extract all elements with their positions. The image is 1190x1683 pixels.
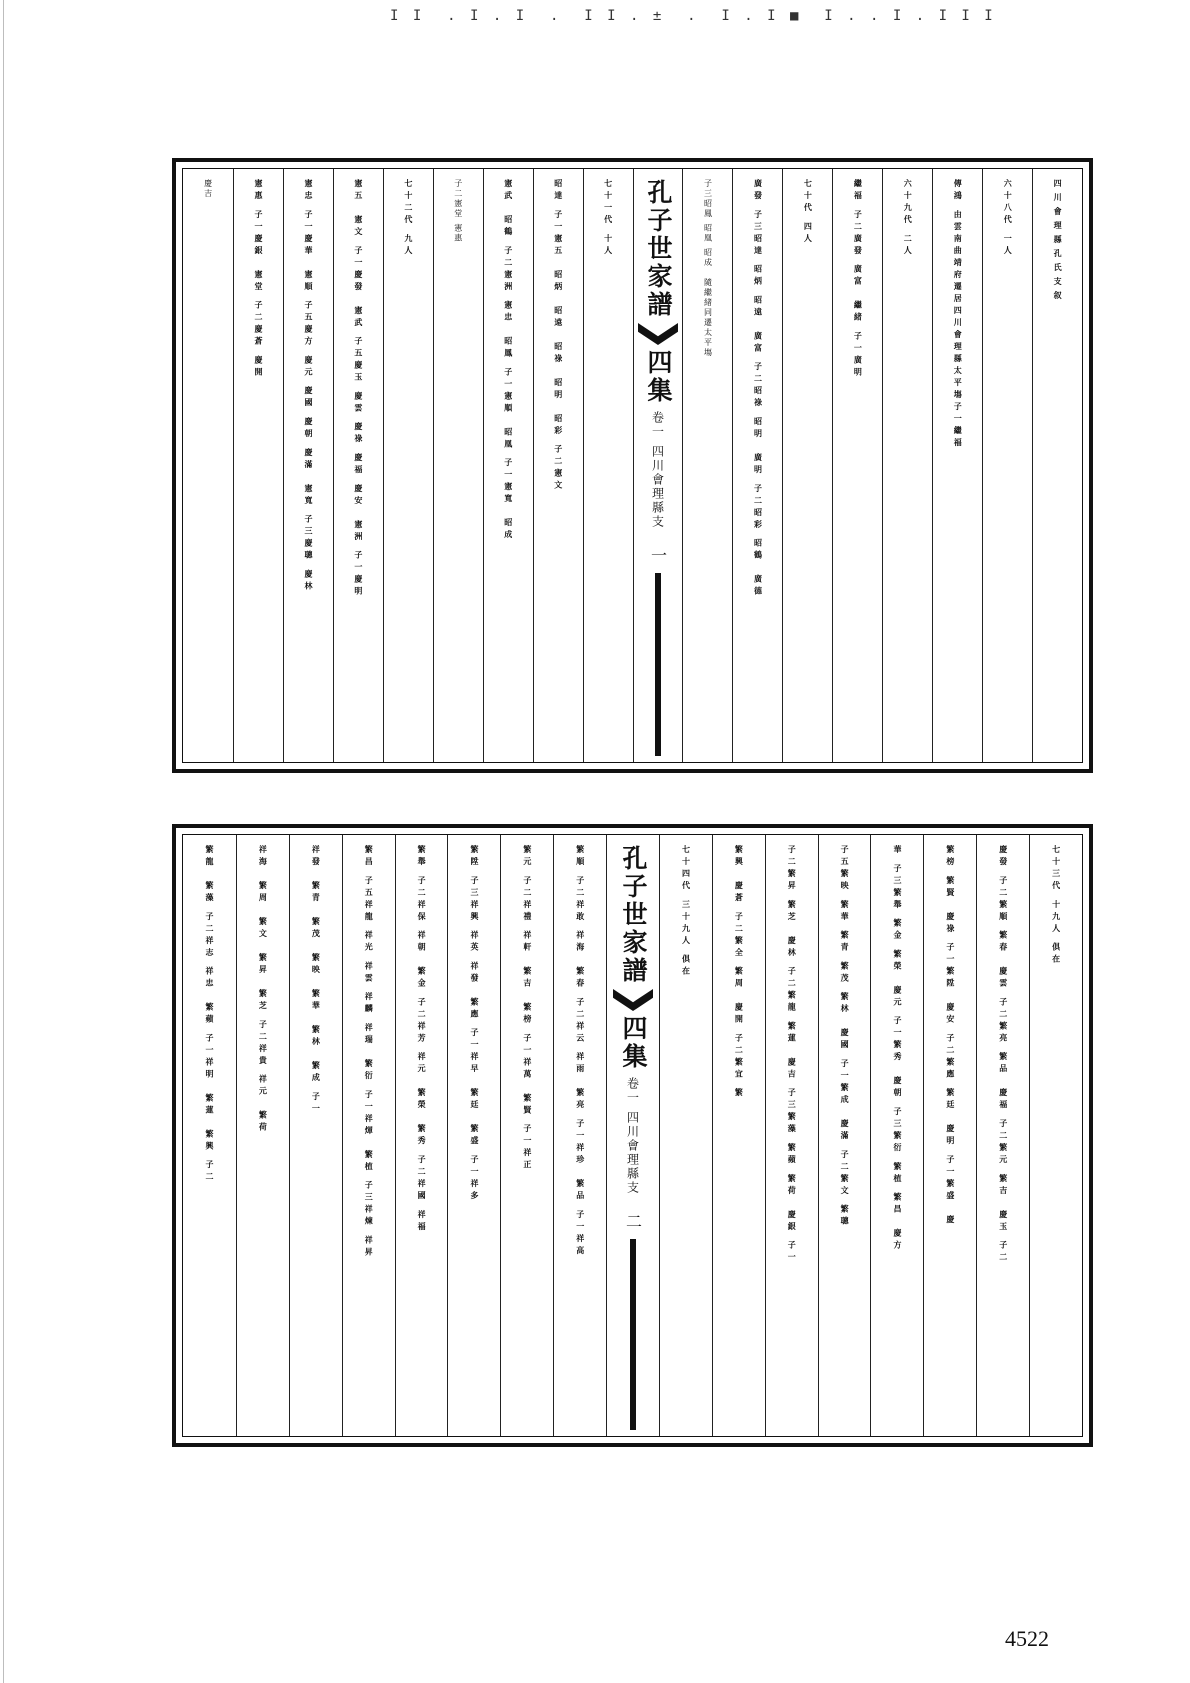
text-column (395, 835, 448, 1436)
column-text: 憲忠 子一慶華 憲順 子五慶方 慶元 慶國 慶朝 慶滿 憲寬 子三慶聰 慶林 (303, 179, 314, 594)
text-column (333, 169, 383, 762)
text-column (818, 835, 871, 1436)
column-text: 祥海 繁周 繁文 繁昇 繁芝 子二祥貴 祥元 繁荷 (258, 845, 269, 1135)
column-text: 繼福 子二廣發 廣富 繼緒 子一廣明 (853, 179, 864, 380)
column-text: 憲五 憲文 子一慶發 憲武 子五慶玉 慶雲 慶祿 慶福 慶安 憲洲 子一慶明 (353, 179, 364, 599)
text-column (682, 169, 732, 762)
text-column (712, 835, 765, 1436)
column-text: 繁舉 子二祥保 祥朝 繁金 子二祥芳 祥元 繁榮 繁秀 子二祥國 祥福 (417, 845, 428, 1234)
text-column (982, 169, 1032, 762)
column-text: 繁興 慶蒼 子二繁全 繁周 慶開 子二繁宜 繁 (734, 845, 745, 1113)
text-column (976, 835, 1029, 1436)
column-text: 繁榜 繁賢 慶祿 子一繁陞 慶安 子二繁應 繁廷 慶明 子一繁盛 慶 (945, 845, 956, 1227)
column-text: 廣發 子三昭達 昭炳 昭遠 廣富 子二昭祿 昭明 廣明 子二昭彩 昭鶴 廣德 (753, 179, 764, 599)
text-column (932, 169, 982, 762)
column-text: 昭達 子一憲五 昭炳 昭遠 昭祿 昭明 昭彩 子二憲文 (553, 179, 564, 493)
text-column (765, 835, 818, 1436)
text-column (533, 169, 583, 762)
column-text: 華 子三繁舉 繁金 繁榮 慶元 子一繁秀 慶朝 子三繁衍 繁植 繁昌 慶方 (893, 845, 904, 1253)
text-column (433, 169, 483, 762)
column-text: 繁龍 繁藻 子二祥志 祥忠 繁蘋 子一祥明 繁蓮 繁興 子二 (205, 845, 216, 1185)
volume-label: 四集 (619, 1015, 649, 1071)
column-text: 子五繁映 繁華 繁青 繁茂 繁林 慶國 子一繁成 慶滿 子二繁文 繁聰 (840, 845, 851, 1229)
folio-number: 二 (623, 1212, 643, 1229)
page-number: 4522 (1005, 1626, 1049, 1651)
text-column (1032, 169, 1082, 762)
column-text: 繁昌 子五祥龍 祥光 祥雲 祥麟 祥瑞 繁衍 子一祥煇 繁植 子三祥煉 祥昇 (364, 845, 375, 1260)
header-marks: I I . I . I . I I . ± . I . I ■ I . . I . I I I (390, 8, 996, 24)
column-text: 憲武 昭鶴 子二憲洲 憲忠 昭鳳 子一憲順 昭凰 子一憲寬 昭成 (503, 179, 514, 543)
text-column (832, 169, 882, 762)
text-column (882, 169, 932, 762)
genealogy-panel-bottom (172, 824, 1093, 1447)
center-title-band (606, 835, 659, 1436)
text-column (583, 169, 633, 762)
column-text: 慶吉 (203, 179, 213, 199)
column-text: 子二憲堂 憲惠 (453, 179, 463, 244)
center-rule-bar (655, 573, 661, 756)
chapter-subtitle: 卷一 四川會理縣支 (625, 1077, 640, 1195)
text-column (183, 169, 233, 762)
column-text: 六十九代 二人 (903, 179, 914, 258)
text-column (500, 835, 553, 1436)
text-column (782, 169, 832, 762)
column-text: 繁順 子二祥敢 祥海 繁春 子二祥云 祥雨 繁亮 子一祥珍 繁品 子一祥高 (575, 845, 586, 1258)
text-column (870, 835, 923, 1436)
text-column (923, 835, 976, 1436)
column-text: 七十三代 十九人 俱在 (1051, 845, 1062, 967)
text-column (447, 835, 500, 1436)
column-text: 祥發 繁青 繁茂 繁映 繁華 繁林 繁成 子一 (311, 845, 322, 1116)
book-title: 孔子世家譜 (619, 845, 649, 985)
column-text: 七十一代 十人 (603, 179, 614, 258)
section-title: 四川會理縣孔氏支叙 (1053, 179, 1064, 305)
center-rule-bar (630, 1239, 636, 1430)
volume-label: 四集 (643, 349, 673, 405)
text-column (236, 835, 289, 1436)
column-text: 子三昭鳳 昭凰 昭成 隨繼緒同遷太平塲 (703, 179, 713, 359)
text-column (289, 835, 342, 1436)
text-column (233, 169, 283, 762)
column-text: 七十代 四人 (803, 179, 814, 246)
genealogy-panel-top (172, 158, 1093, 773)
text-column (342, 835, 395, 1436)
panel-inner-border (182, 834, 1083, 1437)
chapter-subtitle: 卷一 四川會理縣支 (650, 411, 665, 529)
chevron-ornament-icon (638, 323, 678, 345)
column-text: 慶發 子二繁順 繁春 慶雲 子二繁亮 繁品 慶福 子二繁元 繁吉 慶玉 子二 (998, 845, 1009, 1265)
column-text: 憲惠 子一慶銀 憲堂 子二慶蒼 慶開 (254, 179, 265, 380)
column-text: 七十四代 三十九人 俱在 (681, 845, 692, 979)
text-column (383, 169, 433, 762)
text-column (553, 835, 606, 1436)
column-text: 繁元 子二祥禮 祥軒 繁吉 繁榜 子一祥萬 繁賢 子一祥正 (522, 845, 533, 1173)
book-title: 孔子世家譜 (643, 179, 673, 319)
column-text: 子二繁昇 繁芝 慶林 子二繁龍 繁蓮 慶吉 子三繁藻 繁蘋 繁荷 慶銀 子一 (787, 845, 798, 1265)
text-column (659, 835, 712, 1436)
chevron-ornament-icon (613, 989, 653, 1011)
text-column (283, 169, 333, 762)
text-column (483, 169, 533, 762)
column-text: 六十八代 一人 (1003, 179, 1014, 258)
text-column (183, 835, 236, 1436)
center-title-band (633, 169, 683, 762)
column-text: 七十二代 九人 (403, 179, 414, 258)
column-text: 繁陞 子三祥興 祥英 祥發 繁應 子一祥早 繁廷 繁盛 子一祥多 (469, 845, 480, 1203)
column-text: 傳鴻 由雲南曲靖府遷居四川會理縣太平塲子一繼福 (953, 179, 964, 450)
folio-number: 一 (648, 546, 668, 563)
text-column (1029, 835, 1082, 1436)
page-edge-rule (3, 0, 4, 1683)
panel-inner-border (182, 168, 1083, 763)
text-column (732, 169, 782, 762)
